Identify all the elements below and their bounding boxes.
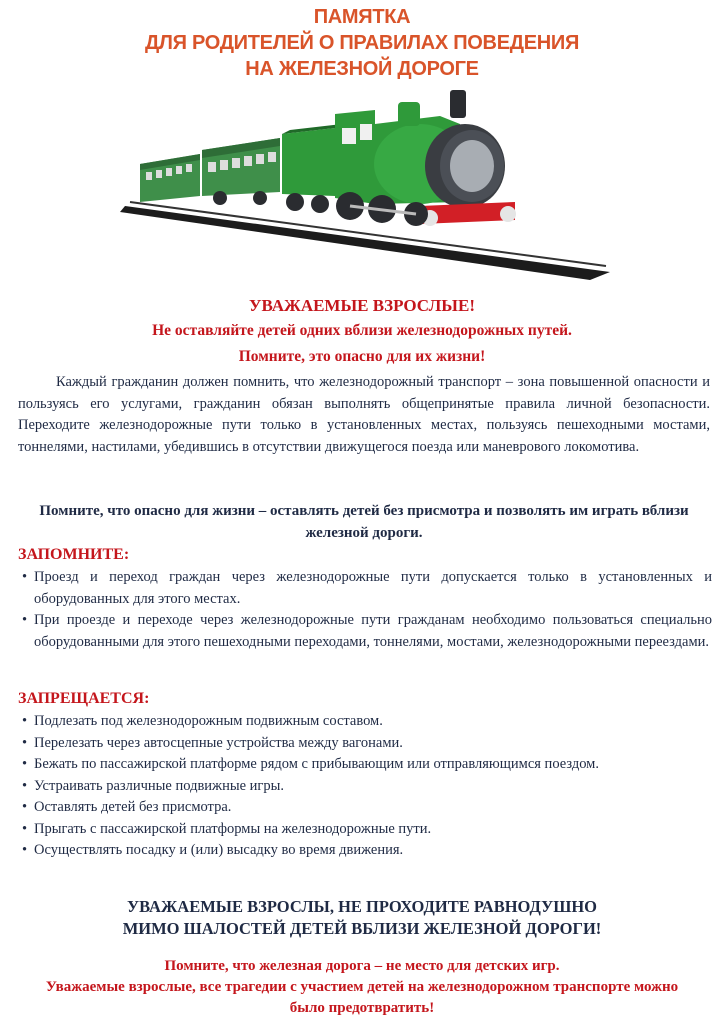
list-item: • Перелезать через автосцепные устройства между вагонами.	[22, 733, 712, 755]
forbidden-list	[22, 711, 712, 862]
intro-line-2: Помните, это опасно для их жизни!	[238, 348, 486, 365]
remember-list	[22, 567, 712, 653]
title-line-1: ПАМЯТКА	[313, 6, 411, 28]
remember-heading: ЗАПОМНИТЕ:	[18, 546, 130, 563]
footer-note-1: Помните, что железная дорога – не место для детских игр.	[164, 958, 560, 974]
steam-locomotive-icon	[120, 84, 620, 294]
footer-appeal	[0, 896, 724, 940]
list-item: • Подлезать под железнодорожным подвижным составом.	[22, 711, 712, 733]
footer-note-2: Уважаемые взрослые, все трагедии с участием детей на железнодорожном транспорте можно было предотвратить!	[45, 979, 679, 1016]
list-item: • Устраивать различные подвижные игры.	[22, 776, 712, 798]
intro-warning: Помните, что опасно для жизни – оставлять детей без присмотра и позволять им играть вблизи железной дороги.	[39, 503, 689, 541]
title-line-2: ДЛЯ РОДИТЕЛЕЙ О ПРАВИЛАХ ПОВЕДЕНИЯ	[144, 32, 580, 54]
page-title	[0, 4, 724, 82]
list-item: • При проезде и переходе через железнодорожные пути гражданам необходимо пользоваться специально оборудованными для этого пешеходными переходами, тоннелями, мостами, железнодорожными переездами.	[22, 610, 712, 653]
list-item: • Проезд и переход граждан через железнодорожные пути допускается только в установленных и оборудованных для этого местах.	[22, 567, 712, 610]
list-item: • Оставлять детей без присмотра.	[22, 797, 712, 819]
list-item: • Бежать по пассажирской платформе рядом с прибывающим или отправляющимся поездом.	[22, 754, 712, 776]
footer-notes	[30, 956, 694, 1019]
footer-appeal-line-1: УВАЖАЕМЫЕ ВЗРОСЛЫ, НЕ ПРОХОДИТЕ РАВНОДУШНО	[126, 897, 598, 916]
list-item: • Прыгать с пассажирской платформы на железнодорожные пути.	[22, 819, 712, 841]
intro-paragraph: Каждый гражданин должен помнить, что железнодорожный транспорт – зона повышенной опасности и пользуясь его услугами, гражданин обязан выполнять общепринятые правила личной безопасности. Переходите железнодорожные пути только в установленных местах, пользуясь пешеходными мостами, тоннелями, настилами, убедившись в отсутствии движущегося поезда или маневрового локомотива.	[18, 374, 710, 455]
list-item: • Осуществлять посадку и (или) высадку во время движения.	[22, 840, 712, 862]
title-line-3: НА ЖЕЛЕЗНОЙ ДОРОГЕ	[245, 58, 479, 80]
intro-line-1: Не оставляйте детей одних вблизи железнодорожных путей.	[152, 322, 572, 339]
intro-heading: УВАЖАЕМЫЕ ВЗРОСЛЫЕ!	[248, 296, 475, 315]
forbidden-heading: ЗАПРЕЩАЕТСЯ:	[18, 690, 150, 707]
footer-appeal-line-2: МИМО ШАЛОСТЕЙ ДЕТЕЙ ВБЛИЗИ ЖЕЛЕЗНОЙ ДОРОГИ!	[122, 919, 602, 938]
